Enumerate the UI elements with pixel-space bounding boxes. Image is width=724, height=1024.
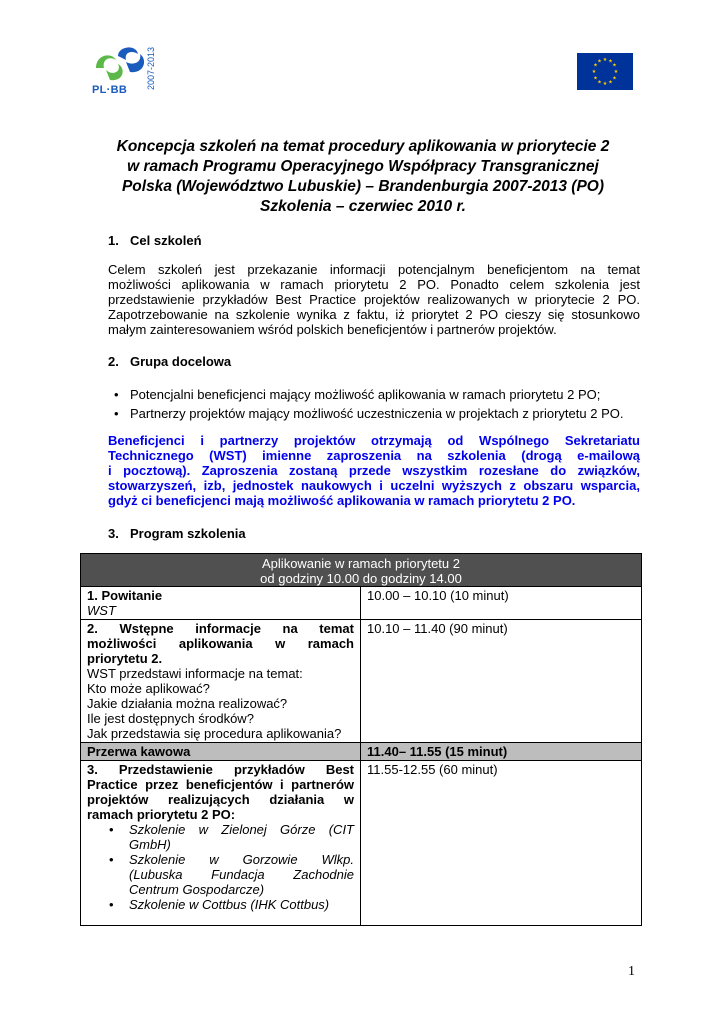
paragraph-line: przedstawienie przykładów Best Practice projektów realizowanych w priorytecie 2 PO. [108, 292, 640, 307]
note-line: Beneficjenci i partnerzy projektów otrzymają od Wspólnego Sekretariatu [108, 433, 640, 448]
svg-text:★: ★ [593, 62, 598, 69]
agenda-subtitle: WST [87, 603, 116, 618]
agenda-title [87, 762, 354, 822]
section-1-paragraph [108, 262, 640, 337]
agenda-text-line: Jak przedstawia się procedura aplikowania? [87, 726, 342, 741]
agenda-cell [81, 587, 361, 620]
agenda-title-line: ramach priorytetu 2 PO: [87, 807, 236, 822]
eu-stars-icon [577, 53, 633, 90]
program-table [80, 553, 642, 926]
break-time-cell: 11.40– 11.55 (15 minut) [361, 743, 642, 761]
table-row [81, 620, 642, 743]
pl-bb-logo-mark [92, 46, 146, 86]
agenda-text-line: Kto może aplikować? [87, 681, 210, 696]
document-title [82, 137, 644, 217]
logo-years: 2007-2013 [146, 46, 156, 90]
table-header-row [81, 554, 642, 587]
svg-text:★: ★ [593, 75, 598, 82]
item-line: (Lubuska Fundacja Zachodnie [129, 867, 354, 882]
title-line: w ramach Programu Operacyjnego Współpracy Transgranicznej [127, 158, 599, 175]
page-number: 1 [628, 964, 635, 979]
section-heading-2 [108, 354, 231, 369]
list-item: • Potencjalni beneficjenci mający możliwość aplikowania w ramach priorytetu 2 PO; [108, 385, 623, 404]
svg-text:★: ★ [597, 79, 602, 86]
agenda-text-line: Ile jest dostępnych środków? [87, 711, 254, 726]
svg-text:★: ★ [612, 75, 617, 82]
table-header-cell [81, 554, 642, 587]
agenda-title-line: Practice przez beneficjentów i partnerów [87, 777, 354, 792]
pl-bb-logo [92, 46, 156, 98]
agenda-title-line: możliwości aplikowania w ramach [87, 636, 354, 651]
section-heading-3 [108, 526, 246, 541]
title-line: Koncepcja szkoleń na temat procedury aplikowania w priorytecie 2 [116, 138, 610, 155]
note-line: i pocztową). Zaproszenia zostaną przede wszystkim rozesłane do związków, [108, 463, 640, 478]
agenda-title: 1. Powitanie [87, 588, 163, 603]
break-label-cell: Przerwa kawowa [81, 743, 361, 761]
paragraph-line: Zapotrzebowanie na szkolenie wynika z faktu, iż priorytet 2 PO cieszy się stosunkowo [108, 307, 640, 322]
svg-text:★: ★ [608, 79, 613, 86]
section-title: Grupa docelowa [130, 354, 232, 369]
svg-text:★: ★ [608, 58, 613, 65]
svg-text:★: ★ [602, 57, 608, 63]
paragraph-line: możliwości aplikowania w ramach priorytetu 2 PO. Ponadto celem szkolenia jest [108, 277, 640, 292]
title-line: Szkolenia – czerwiec 2010 r. [260, 198, 466, 215]
svg-text:★: ★ [613, 69, 619, 75]
note-line: Technicznego (WST) imienne zaproszenia na szkolenia (drogą e-mailową [108, 448, 640, 463]
header-line: Aplikowanie w ramach priorytetu 2 [262, 556, 460, 571]
header-line: od godziny 10.00 do godziny 14.00 [260, 571, 462, 586]
agenda-cell [81, 761, 361, 926]
agenda-title-line: 2. Wstępne informacje na temat [87, 621, 354, 636]
agenda-title-line: priorytetu 2. [87, 651, 163, 666]
agenda-title [87, 621, 354, 666]
section-number: 2. [108, 354, 119, 369]
list-item [111, 897, 354, 912]
table-row [81, 587, 642, 620]
eu-flag [577, 53, 633, 90]
logo-text: PL·BB [92, 84, 128, 96]
agenda-title-line: projektów realizujących działania w [87, 792, 354, 807]
section-heading-1 [108, 233, 202, 248]
time-cell: 10.10 – 11.40 (90 minut) [361, 620, 642, 743]
svg-text:★: ★ [612, 62, 617, 69]
paragraph-line: Celem szkoleń jest przekazanie informacji potencjalnym beneficjentom na temat [108, 262, 640, 277]
list-item [111, 822, 354, 852]
time-cell: 11.55-12.55 (60 minut) [361, 761, 642, 926]
best-practice-list [87, 822, 354, 912]
list-item: • Partnerzy projektów mający możliwość uczestniczenia w projektach z priorytetu 2 PO. [108, 404, 623, 423]
title-line: Polska (Województwo Lubuskie) – Brandenburgia 2007-2013 (PO) [121, 178, 605, 195]
svg-text:★: ★ [591, 69, 597, 75]
item-line: • Szkolenie w Cottbus (IHK Cottbus) [129, 897, 330, 912]
invitation-note [108, 433, 640, 508]
item-line: Centrum Gospodarcze) [129, 882, 265, 897]
section-number: 3. [108, 526, 119, 541]
agenda-cell [81, 620, 361, 743]
item-line: • Szkolenie w Zielonej Górze (CIT [129, 822, 354, 837]
paragraph-line: małym zainteresowaniem wśród polskich beneficjentów i partnerów projektów. [108, 322, 557, 337]
svg-text:★: ★ [602, 81, 608, 87]
agenda-title-line: 3. Przedstawienie przykładów Best [87, 762, 354, 777]
svg-text:★: ★ [597, 58, 602, 65]
section-title: Program szkolenia [130, 526, 246, 541]
agenda-text-line: Jakie działania można realizować? [87, 696, 288, 711]
item-line: • Szkolenie w Gorzowie Wlkp. [129, 852, 354, 867]
table-row [81, 761, 642, 926]
target-group-list [108, 385, 623, 423]
table-row-break [81, 743, 642, 761]
item-line: GmbH) [129, 837, 171, 852]
section-title: Cel szkoleń [130, 233, 202, 248]
time-cell: 10.00 – 10.10 (10 minut) [361, 587, 642, 620]
note-line: stowarzyszeń, izb, jednostek naukowych i uczelni wyższych z obszaru wsparcia, [108, 478, 640, 493]
agenda-text-line: WST przedstawi informacje na temat: [87, 666, 303, 681]
section-number: 1. [108, 233, 119, 248]
note-line: gdyż ci beneficjenci mają możliwość aplikowania w ramach priorytetu 2 PO. [108, 493, 576, 508]
list-item [111, 852, 354, 897]
